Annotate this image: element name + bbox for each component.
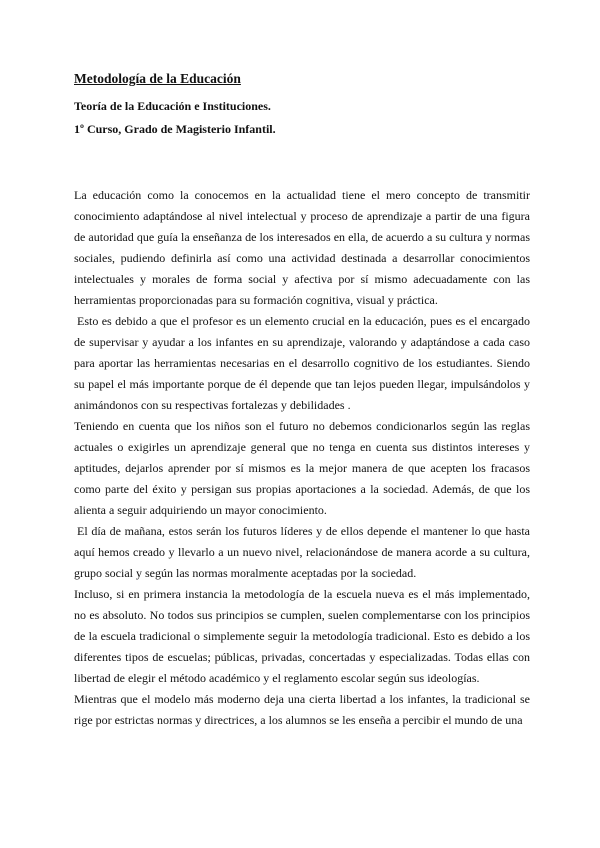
paragraph: El día de mañana, estos serán los futuros líderes y de ellos depende el mantener lo que hasta aquí hemos creado y llevarlo a un nuevo nivel, relacionándose de manera acorde a su cultura, grupo social y según las normas moralmente aceptadas por la sociedad. <box>74 524 530 580</box>
document-subtitle-course: Teoría de la Educación e Instituciones. <box>74 99 271 113</box>
document-page <box>74 70 530 731</box>
paragraph: Teniendo en cuenta que los niños son el futuro no debemos condicionarlos según las reglas actuales o exigirles un aprendizaje general que no tenga en cuenta sus distintos intereses y aptitudes, dejarlos aprender por sí mismos es la mejor manera de que acepten los fracasos como parte del éxito y persigan sus propias aportaciones a la sociedad. Además, de que los alienta a seguir adquiriendo un mayor conocimiento. <box>74 419 530 517</box>
document-body <box>74 185 530 731</box>
paragraph: Esto es debido a que el profesor es un elemento crucial en la educación, pues es el encargado de supervisar y ayudar a los infantes en su aprendizaje, valorando y adaptándose a cada caso para aportar las herramientas necesarias en el desarrollo cognitivo de los estudiantes. Siendo su papel el más importante porque de él depende que tan lejos pueden llegar, impulsándolos y animándonos con su respectivas fortalezas y debilidades . <box>74 314 530 412</box>
paragraph: Incluso, si en primera instancia la metodología de la escuela nueva es el más implementado, no es absoluto. No todos sus principios se cumplen, suelen complementarse con los principios de la escuela tradicional o simplemente seguir la metodología tradicional. Esto es debido a los diferentes tipos de escuelas; públicas, privadas, concertadas y especializadas. Todas ellas con libertad de elegir el método académico y el reglamento escolar según sus ideologías. <box>74 587 530 685</box>
paragraph: Mientras que el modelo más moderno deja una cierta libertad a los infantes, la tradicional se rige por estrictas normas y directrices, a los alumnos se les enseña a percibir el mundo de una <box>74 692 530 727</box>
document-subtitle-grade: 1º Curso, Grado de Magisterio Infantil. <box>74 122 276 136</box>
document-title: Metodología de la Educación <box>74 71 241 86</box>
paragraph: La educación como la conocemos en la actualidad tiene el mero concepto de transmitir conocimiento adaptándose al nivel intelectual y proceso de aprendizaje a partir de una figura de autoridad que guía la enseñanza de los interesados en ella, de acuerdo a su cultura y normas sociales, pudiendo definirla así como una actividad destinada a desarrollar conocimientos intelectuales y morales de forma social y afectiva por sí mismo adecuadamente con las herramientas proporcionadas para su formación cognitiva, visual y práctica. <box>74 188 530 307</box>
